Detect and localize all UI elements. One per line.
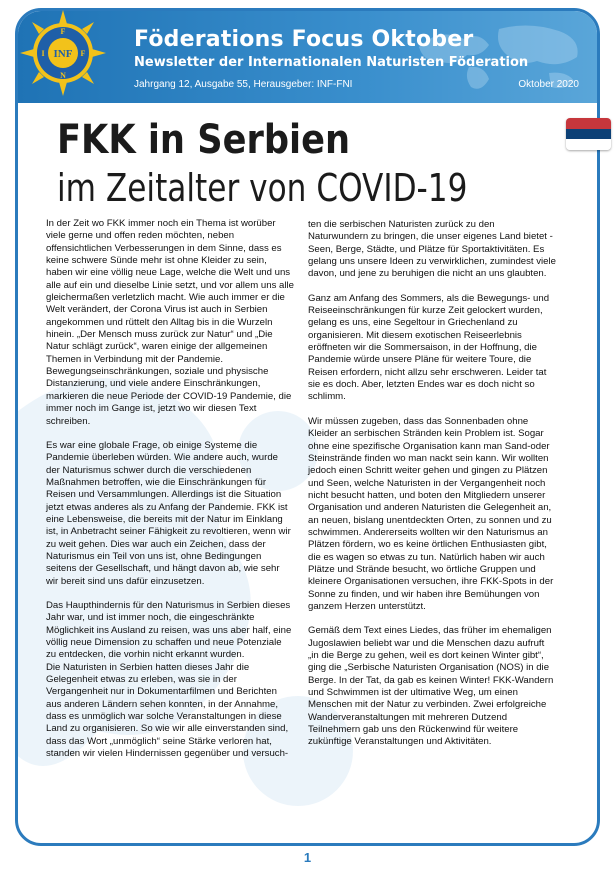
- paragraph: Gemäß dem Text eines Liedes, das früher im ehemaligen Jugoslawien beliebt war und die Menschen dazu aufruft „in die Berge zu gehen, weil es dort keinen Winter gibt“, ging die „Serbische Naturisten Organisation (NOS) in die Berge. In der Tat, da gab es keinen Winter! FKK-Wandern und Schwimmen ist der ultimative Weg, um einen Menschen mit der Natur zu verbinden. Zwei erfolgreiche Wanderveranstaltungen mit mehreren Dutzend Teilnehmern gab uns den Rückenwind für weitere zukünftige Veranstaltungen und Aktivitäten.: [308, 625, 554, 748]
- logo-letter-right: F: [80, 49, 86, 58]
- paragraph: Das Haupthindernis für den Naturismus in Serbien dieses Jahr war, und ist immer noch, die eingeschränkte Möglichkeit ins Ausland zu reisen, was uns aber half, eine völlig neue Dimension zu schaffen und neue Potenziale zu entdecken, die vorhin nicht erkannt wurden.: [46, 599, 292, 661]
- paragraph: Ganz am Anfang des Sommers, als die Bewegungs- und Reiseeinschränkungen für kurze Zeit gelockert wurden, gelang es uns, eine Segeltour in Griechenland zu organisieren. Mit diesem exotischen Reiseerlebnis eröffneten wir die Sommersaison, in der Hoffnung, die Pandemie würde unsere Pläne für weitere Toure, die Reisen erfordern, nicht allzu sehr erschweren. Leider tat sie es doch. Aber, letzten Endes war es doch nicht so schlimm.: [308, 292, 550, 403]
- paragraph: In der Zeit wo FKK immer noch ein Thema ist worüber viele gerne und offen reden möchten, neben offensichtlichen Verbesserungen in dem Sinne, dass es keine schwere Sünde mehr ist ohne Kleider zu sein, haben wir eine völlig neue Lage, welche die Welt und uns alle auf ein und dieselbe Linie setzt, und vor allem uns alle gleichermaßen verletzlich macht. Wie auch immer er die Welt verändert, der Corona Virus ist auch in Serbien angekommen und rüttelt den Alltag bis in die Wurzeln hinein. „Der Mensch muss zurück zur Natur“ und „Die Natur schlägt zurück“, waren einige der allgemeinen Themen in Verbindung mit der Pandemie. Bewegungseinschränkungen, soziale und physische Distanzierung, und viele andere Einschränkungen, markieren die neue Periode der COVID-19 Pandemie, die immer noch im Gange ist, jetzt wo wir diesen Text schreiben.: [46, 218, 294, 427]
- issue-line: Jahrgang 12, Ausgabe 55, Herausgeber: INF-FNI: [134, 79, 353, 90]
- paragraph: Die Naturisten in Serbien hatten dieses Jahr die Gelegenheit etwas zu erleben, was sie in der Vergangenheit nur in Dokumentarfilmen und Berichten aus anderen Ländern sehen konnten, in der Annahme, dass es unmöglich war solche Veranstaltungen in diese Land zu organisieren. So wie wir alle einverstanden sind, dass das Wort „unmöglich“ seine Stärke verloren hat, standen wir vielen Hindernissen gegenüber und versuch-: [46, 661, 289, 760]
- article-left-column: [46, 218, 294, 772]
- article-right-column: [308, 219, 556, 761]
- logo-letter-top: F: [60, 27, 66, 36]
- inf-fni-logo: [20, 10, 106, 96]
- logo-text: INF: [53, 48, 73, 60]
- paragraph: Es war eine globale Frage, ob einige Systeme die Pandemie überleben würden. Wie andere auch, wurde der Naturismus schwer durch die verschiedenen Maßnahmen betroffen, wie die Einschränkungen für Reisen und Versammlungen. Allerdings ist die Situation jetzt etwas anderes als zu Anfang der Pandemie. FKK ist eine Lebensweise, die bereits mit der Natur im Einklang ist, in Anbetracht seiner Fähigkeit zu revoltieren, wenn wir zu weit gehen. Dies war auch ein Zeichen, dass der Naturismus ein Teil von uns ist, ohne Bedingungen seitens der Gesellschaft, und hängt davon ab, wie sehr wir bereit sind uns dafür einzusetzen.: [46, 439, 291, 587]
- paragraph: ten die serbischen Naturisten zurück zu den Naturwundern zu bringen, die unser eigenes Land bietet - Seen, Berge, Städte, und Plätze für Sportaktivitäten. Es gelang uns unsere Ideen zu verwirklichen, zumindest viele davon, und jene zu beruhigen die nicht an uns glaubten.: [308, 219, 556, 280]
- serbian-flag-icon: [566, 118, 611, 150]
- newsletter-title: Föderations Focus Oktober: [134, 27, 474, 52]
- page-number: 1: [303, 850, 312, 865]
- newsletter-subtitle: Newsletter der Internationalen Naturisten Föderation: [134, 55, 529, 70]
- article-subtitle: im Zeitalter von COVID-19: [57, 166, 468, 210]
- logo-letter-bottom: N: [60, 71, 66, 80]
- paragraph: Wir müssen zugeben, dass das Sonnenbaden ohne Kleider an serbischen Stränden kein Problem ist. Sogar ohne eine spezifische Organisation kann man Sand-oder Steinstrände finden wo man nackt sein kann. Wir wollten jedoch einen Schritt weiter gehen und gingen zu Plätzen und Seen, welche Naturisten in der Vergangenheit noch nicht besucht hatten, und boten den Mitgliedern unserer Organisation und anderen Naturisten die Gelegenheit an, an neuen, bislang unentdeckten Orten, zu sonnen und zu schwimmen. Andererseits wollten wir den Naturismus an Plätzen fördern, wo es keine örtlichen Enthusiasten gibt, die es wagen so etwas zu tun. Natürlich haben wir auch Plätze und Strände besucht, wo örtliche Gruppen und kleinere Organisationen versuchen, ihre FKK-Spots in der Sonne zu finden, und wir haben ihre Bemühungen von ganzem Herzen unterstützt.: [308, 415, 554, 612]
- logo-letter-left: I: [41, 49, 45, 58]
- issue-date: Oktober 2020: [518, 79, 579, 90]
- article-title: FKK in Serbien: [57, 117, 351, 163]
